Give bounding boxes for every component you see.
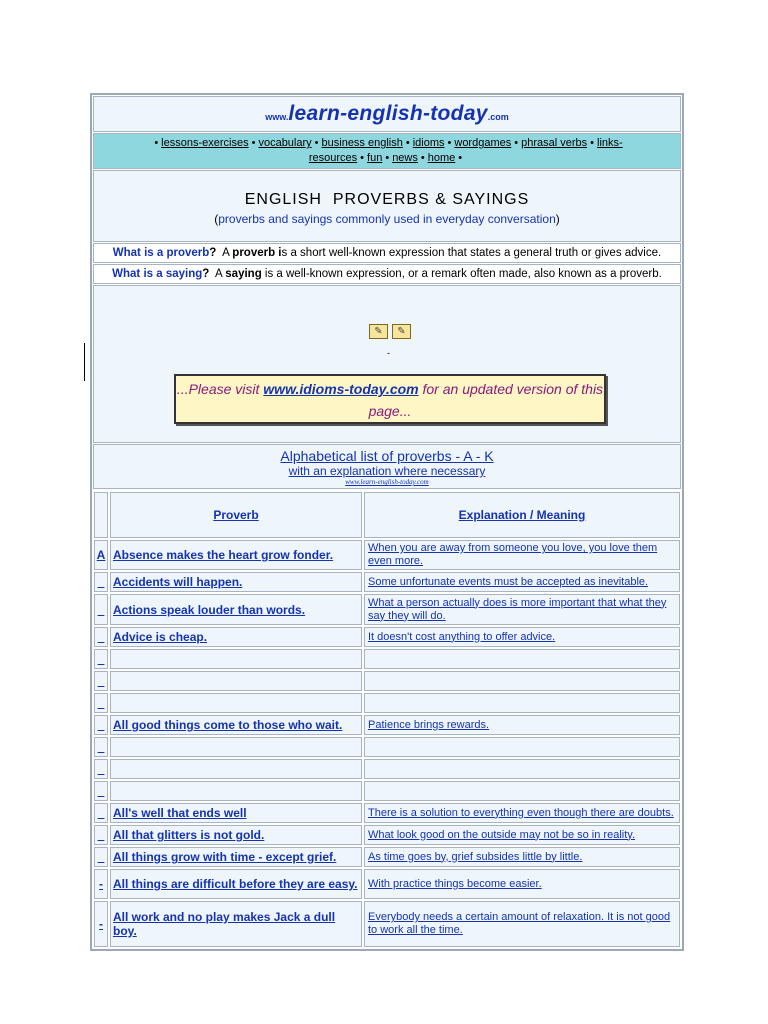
nav-link-idioms[interactable]: idioms	[412, 137, 445, 149]
proverb-cell[interactable]: Advice is cheap.	[110, 627, 362, 647]
row-letter[interactable]: _	[94, 693, 108, 713]
letter-header	[94, 492, 108, 538]
proverb-cell[interactable]: Accidents will happen.	[110, 572, 362, 592]
row-letter[interactable]: A	[94, 540, 108, 570]
proverb-term: proverb i	[232, 247, 282, 259]
meaning-cell[interactable]	[364, 759, 680, 779]
table-header-row	[94, 492, 680, 538]
broken-image-icons	[369, 324, 411, 339]
row-letter[interactable]: _	[94, 649, 108, 669]
row-letter[interactable]: _	[94, 715, 108, 735]
table-row	[94, 572, 680, 592]
meaning-cell[interactable]: As time goes by, grief subsides little by little.	[364, 847, 680, 867]
table-row	[94, 693, 680, 713]
row-letter[interactable]: _	[94, 594, 108, 625]
visit-notice: ...Please visit www.idioms-today.com for an updated version of this page...	[174, 374, 606, 424]
row-letter[interactable]: -	[94, 869, 108, 899]
table-row	[94, 649, 680, 669]
nav-link-wordgames[interactable]: wordgames	[454, 137, 512, 149]
table-row	[94, 759, 680, 779]
page-title: ENGLISH PROVERBS & SAYINGS	[244, 191, 530, 208]
meaning-cell[interactable]: There is a solution to everything even though there are doubts.	[364, 803, 680, 823]
meaning-cell[interactable]	[364, 671, 680, 691]
row-letter[interactable]: _	[94, 803, 108, 823]
row-letter[interactable]: _	[94, 671, 108, 691]
row-letter[interactable]: _	[94, 825, 108, 845]
proverb-cell[interactable]	[110, 781, 362, 801]
nav-link-news[interactable]: news	[392, 152, 418, 164]
nav-link-phrasal-verbs[interactable]: phrasal verbs	[521, 137, 588, 149]
row-letter[interactable]: _	[94, 759, 108, 779]
meaning-cell[interactable]	[364, 649, 680, 669]
table-row	[94, 540, 680, 570]
nav-link-links-resources[interactable]: links-resources	[308, 137, 623, 164]
meaning-cell[interactable]: Everybody needs a certain amount of relaxation. It is not good to work all the time.	[364, 901, 680, 947]
meaning-cell[interactable]: What a person actually does is more important that what they say they will do.	[364, 594, 680, 625]
meaning-cell[interactable]	[364, 781, 680, 801]
meaning-cell[interactable]	[364, 737, 680, 757]
nav-link-vocabulary[interactable]: vocabulary	[258, 137, 312, 149]
saying-definition: What is a saying? A saying is a well-known expression, or a remark often made, also known as a proverb.	[93, 264, 681, 284]
nav-bar: • lessons-exercises • vocabulary • business english • idioms • wordgames • phrasal verbs • links-resources • fun • news • home •	[93, 133, 681, 169]
proverb-cell[interactable]: All things grow with time - except grief.	[110, 847, 362, 867]
table-row	[94, 901, 680, 947]
meaning-cell[interactable]	[364, 693, 680, 713]
proverb-definition: What is a proverb? A proverb is a short well-known expression that states a general truth or gives advice.	[93, 243, 681, 263]
proverb-cell[interactable]	[110, 737, 362, 757]
meaning-cell[interactable]: When you are away from someone you love, you love them even more.	[364, 540, 680, 570]
row-letter[interactable]: _	[94, 737, 108, 757]
site-name: learn-english-today	[288, 102, 488, 125]
proverb-cell[interactable]: All good things come to those who wait.	[110, 715, 362, 735]
meaning-cell[interactable]: With practice things become easier.	[364, 869, 680, 899]
proverb-cell[interactable]	[110, 671, 362, 691]
saying-question: What is a saying	[112, 268, 203, 280]
idioms-today-link[interactable]: www.idioms-today.com	[263, 381, 419, 397]
page-subtitle: (proverbs and sayings commonly used in everyday conversation)	[214, 212, 560, 226]
table-row	[94, 737, 680, 757]
table-row	[94, 847, 680, 867]
proverb-cell[interactable]: All's well that ends well	[110, 803, 362, 823]
title-section	[93, 170, 681, 242]
proverb-cell[interactable]: All things are difficult before they are easy.	[110, 869, 362, 899]
table-row	[94, 715, 680, 735]
site-suffix: .com	[487, 112, 509, 122]
meaning-cell[interactable]: Some unfortunate events must be accepted as inevitable.	[364, 572, 680, 592]
broken-image-icon[interactable]: ✎	[392, 324, 411, 339]
nav-link-home[interactable]: home	[427, 152, 456, 164]
table-row	[94, 627, 680, 647]
alpha-url[interactable]: www.learn-english-today.com	[345, 478, 429, 486]
site-logo-link[interactable]	[265, 102, 509, 126]
table-row	[94, 869, 680, 899]
site-header	[93, 96, 681, 132]
table-row	[94, 671, 680, 691]
broken-image-icon[interactable]: ✎	[369, 324, 388, 339]
row-letter[interactable]: _	[94, 847, 108, 867]
table-row	[94, 803, 680, 823]
table-row	[94, 781, 680, 801]
row-letter[interactable]: _	[94, 572, 108, 592]
nav-link-business-english[interactable]: business english	[321, 137, 403, 149]
meaning-cell[interactable]: What look good on the outside may not be so in reality.	[364, 825, 680, 845]
row-letter[interactable]: -	[94, 901, 108, 947]
proverb-cell[interactable]	[110, 759, 362, 779]
margin-line	[84, 343, 85, 381]
table-row	[94, 825, 680, 845]
proverb-cell[interactable]: All work and no play makes Jack a dull boy.	[110, 901, 362, 947]
page-container	[90, 93, 684, 951]
meaning-header: Explanation / Meaning	[364, 492, 680, 538]
alpha-title[interactable]: Alphabetical list of proverbs - A - K	[280, 448, 494, 464]
table-row	[94, 594, 680, 625]
saying-term: saying	[225, 268, 262, 280]
proverb-question: What is a proverb	[112, 247, 210, 259]
proverb-cell[interactable]: Absence makes the heart grow fonder.	[110, 540, 362, 570]
meaning-cell[interactable]: It doesn't cost anything to offer advice.	[364, 627, 680, 647]
meaning-cell[interactable]: Patience brings rewards.	[364, 715, 680, 735]
visit-section	[93, 285, 681, 443]
nav-link-lessons-exercises[interactable]: lessons-exercises	[161, 137, 249, 149]
proverb-header: Proverb	[110, 492, 362, 538]
alphabetical-list-heading	[93, 444, 681, 489]
site-prefix: www.	[265, 112, 289, 122]
proverb-cell[interactable]: Actions speak louder than words.	[110, 594, 362, 625]
dash-separator: -	[387, 348, 390, 358]
proverbs-table	[92, 490, 682, 949]
row-letter[interactable]: _	[94, 627, 108, 647]
nav-link-fun[interactable]: fun	[367, 152, 383, 164]
alpha-subtitle[interactable]: with an explanation where necessary	[288, 464, 486, 478]
row-letter[interactable]: _	[94, 781, 108, 801]
proverb-cell[interactable]	[110, 649, 362, 669]
proverb-cell[interactable]	[110, 693, 362, 713]
proverb-cell[interactable]: All that glitters is not gold.	[110, 825, 362, 845]
